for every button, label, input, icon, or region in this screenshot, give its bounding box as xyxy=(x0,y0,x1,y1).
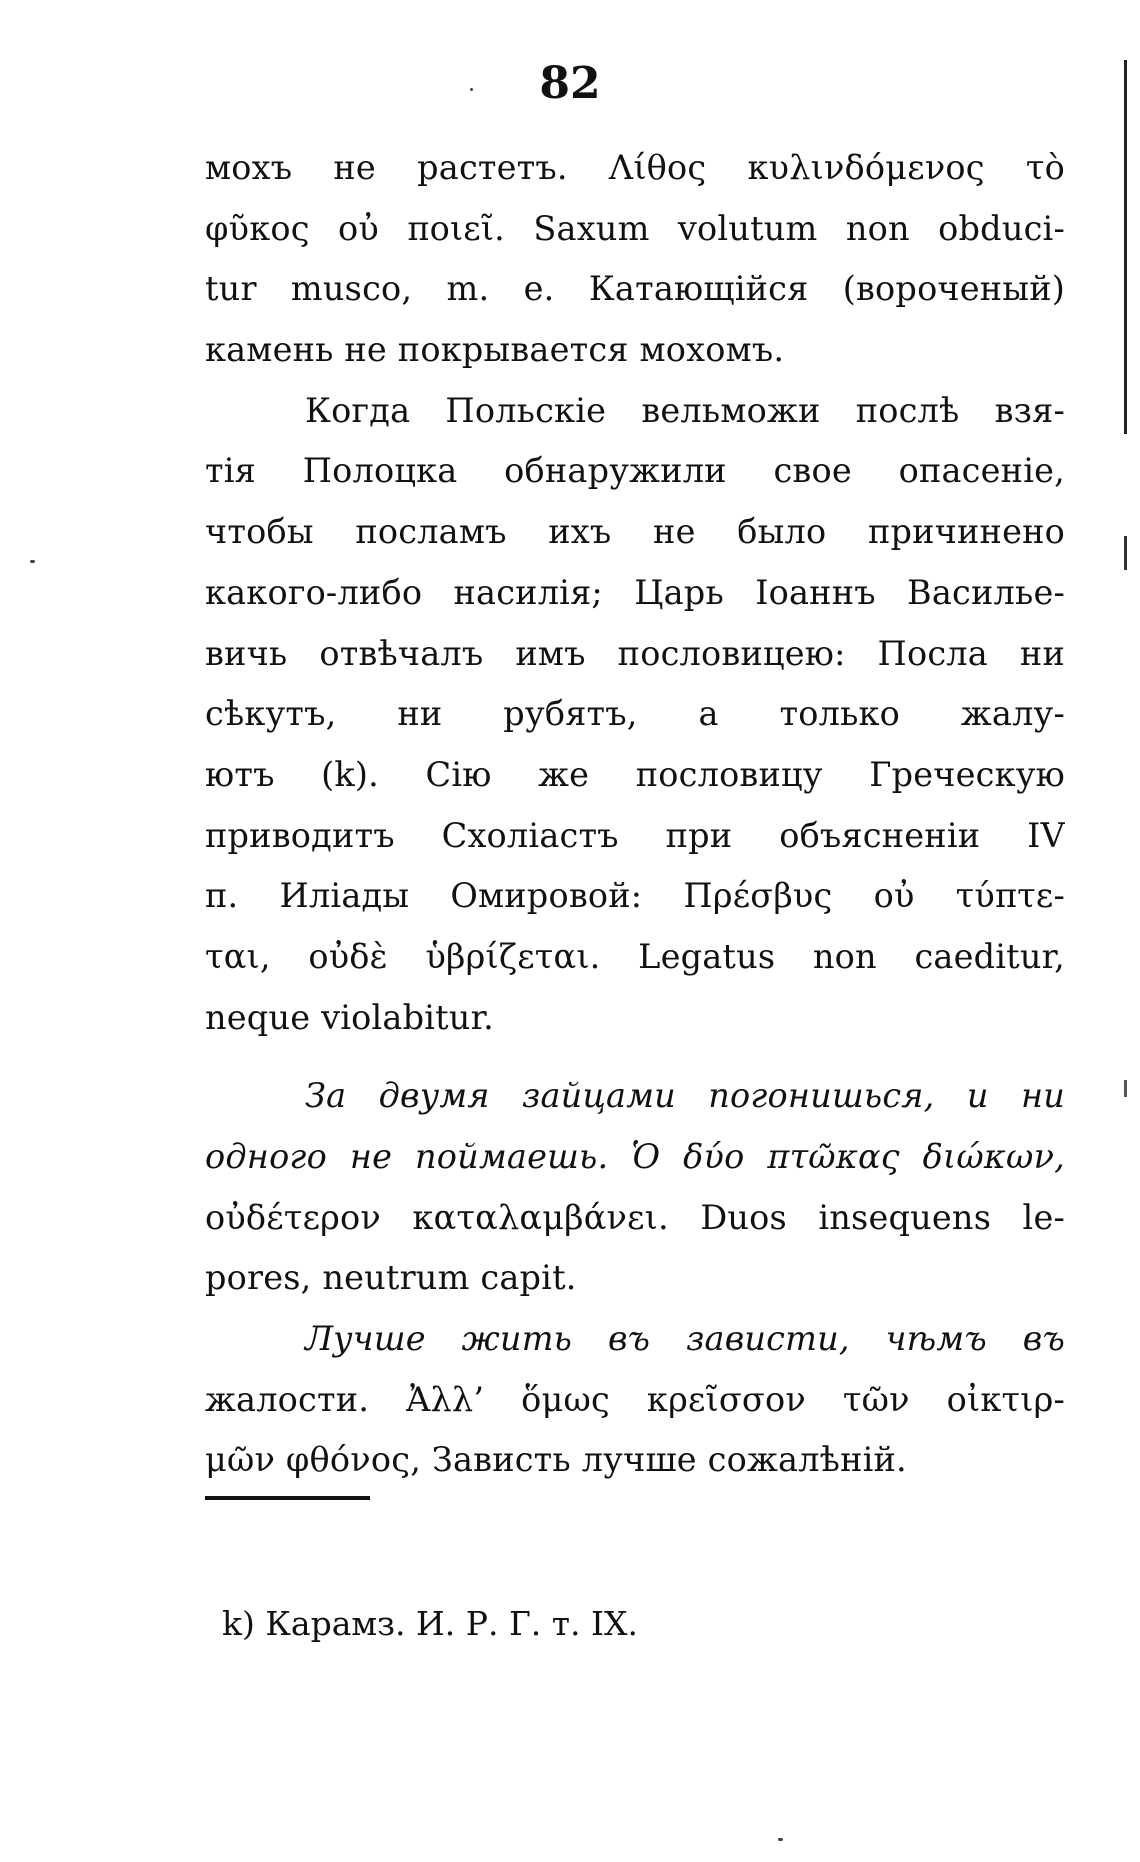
print-speck xyxy=(470,88,473,91)
text-line: приводитъ Схоліастъ при объясненіи IV xyxy=(205,815,1065,855)
text-line: п. Иліады Омировой: Πρέσβυς οὐ τύπτε- xyxy=(205,876,1065,916)
text-line: жалости. Ἀλλ’ ὅμως κρεῖσσον τῶν οἰκτιρ- xyxy=(205,1379,1065,1419)
footnote-separator xyxy=(205,1496,370,1500)
text-line: Когда Польскіе вельможи послѣ взя- xyxy=(305,390,1065,430)
text-line: За двумя зайцами погонишься, и ни xyxy=(305,1076,1065,1116)
text-line: чтобы посламъ ихъ не было причинено xyxy=(205,512,1065,552)
text-line: οὐδέτερον καταλαμβάνει. Duos insequens le- xyxy=(205,1197,1065,1237)
text-line: φῦκος οὐ ποιεῖ. Saxum volutum non obduci- xyxy=(205,208,1065,248)
text-line: ютъ (k). Сію же пословицу Греческую xyxy=(205,754,1065,794)
footnote: k) Карамз. И. Р. Г. т. IX. xyxy=(222,1604,639,1643)
text-line: какого-либо насилія; Царь Іоаннъ Василье- xyxy=(205,572,1065,612)
text-line: мохъ не растетъ. Λίθος κυλινδόμενος τὸ xyxy=(205,148,1065,187)
text-line: одного не поймаешь. Ὁ δύο πτῶκας διώκων, xyxy=(205,1137,1065,1176)
text-line: ται, οὐδὲ ὑβρίζεται. Legatus non caeditur, xyxy=(205,936,1065,976)
text-line: сѣкутъ, ни рубятъ, а только жалу- xyxy=(205,694,1065,734)
text-line: neque violabitur. xyxy=(205,997,494,1037)
page-edge-shadow xyxy=(1124,60,1127,1760)
body-text xyxy=(205,138,1065,1491)
text-line: тія Полоцка обнаружили свое опасеніе, xyxy=(205,451,1065,491)
page-number: 82 xyxy=(539,58,601,109)
text-line: камень не покрывается мохомъ. xyxy=(205,330,785,370)
text-line: pores, neutrum capit. xyxy=(205,1258,577,1298)
text-line: tur musco, m. e. Катающійся (вороченый) xyxy=(205,269,1065,309)
text-line: вичь отвѣчалъ имъ пословицею: Посла ни xyxy=(205,633,1065,673)
text-line: Лучше жить въ зависти, чѣмъ въ xyxy=(305,1319,1065,1359)
print-speck xyxy=(778,1838,783,1841)
text-line: μῶν φθόνος, Зависть лучше сожалѣній. xyxy=(205,1440,907,1480)
print-speck xyxy=(30,560,35,563)
